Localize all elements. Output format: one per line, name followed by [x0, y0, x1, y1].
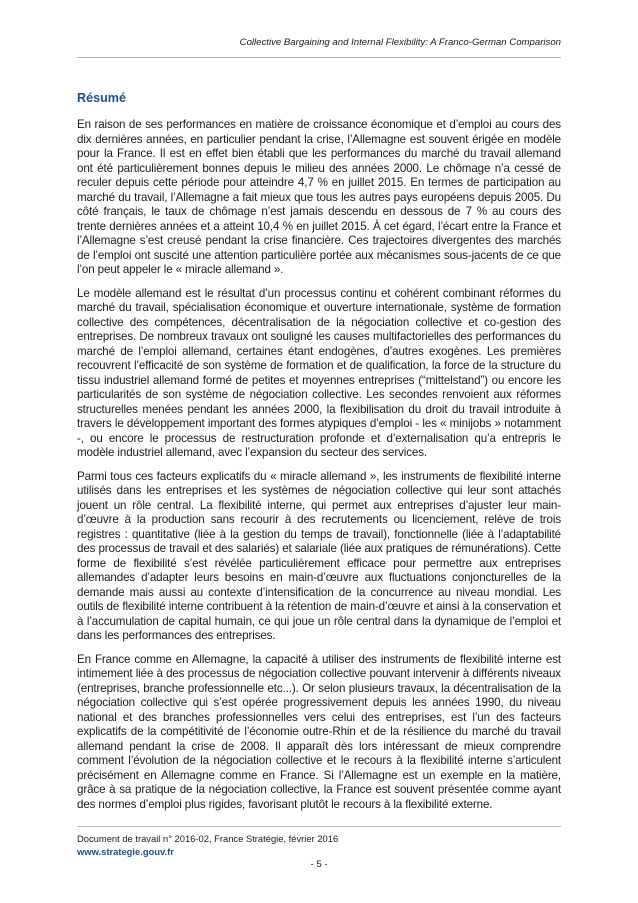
- paragraph-3: Parmi tous ces facteurs explicatifs du « miracle allemand », les instruments de flexibilité interne utilisés dans les entreprises et les systèmes de négociation collective qui leur sont attachés jouent un rôle central. La flexibilité interne, qui permet aux entreprises d’ajuster leur main-d’œuvre à la production sans recourir à des recrutements ou licenciement, relève de trois registres : quantitative (liée à la gestion du temps de travail), fonctionnelle (liée à l’adaptabilité des processus de travail et des salariés) et salariale (liée aux pratiques de rémunérations). Cette forme de flexibilité s’est révélée particulièrement efficace pour permettre aux entreprises allemandes d’adapter leurs besoins en main-d’œuvre aux fluctuations conjoncturelles de la demande mais aussi au contexte d’intensification de la concurrence au niveau mondial. Les outils de flexibilité interne contribuent à la rétention de main-d’œuvre et ainsi à la conservation et à l’accumulation de capital humain, ce qui joue un rôle central dans la dynamique de l’emploi et dans les performances des entreprises.: [77, 469, 561, 642]
- footer-document-reference: Document de travail n° 2016-02, France Stratégie, février 2016: [77, 833, 339, 844]
- footer-website-link[interactable]: www.strategie.gouv.fr: [77, 846, 174, 857]
- section-title: Résumé: [77, 91, 126, 105]
- page-number: - 5 -: [310, 859, 328, 870]
- paragraph-1: En raison de ses performances en matière de croissance économique et d’emploi au cours des dix dernières années, en particulier pendant la crise, l’Allemagne est souvent érigée en modèle pour la France. Il est en effet bien établi que les performances du marché du travail allemand ont été particulièrement bonnes depuis le milieu des années 2000. Le chômage n’a cessé de reculer depuis cette période pour atteindre 4,7 % en juillet 2015. En termes de participation au marché du travail, l’Allemagne a fait mieux que tous les autres pays européens depuis 2005. Du côté français, le taux de chômage n’est jamais descendu en dessous de 7 % au cours des trente dernières années et a atteint 10,4 % en juillet 2015. À cet égard, l’écart entre la France et l’Allemagne s’est creusé pendant la crise financière. Ces trajectoires divergentes des marchés de l’emploi ont suscité une attention particulière portée aux mécanismes sous-jacents de ce que l’on peut appeler le « miracle allemand ».: [77, 118, 561, 276]
- paragraph-4: En France comme en Allemagne, la capacité à utiliser des instruments de flexibilité interne est intimement liée à des processus de négociation collective pouvant intervenir à différents niveaux (entreprises, branche professionnelle etc...). Or selon plusieurs travaux, la décentralisation de la négociation collective qui s’est opérée progressivement depuis les années 1990, du niveau national et des branches professionnelles vers celui des entreprises, est l’un des facteurs explicatifs de la compétitivité de l’économie outre-Rhin et de la résilience du marché du travail allemand pendant la crise de 2008. Il apparaît dès lors intéressant de mieux comprendre comment l’évolution de la négociation collective et le recours à la flexibilité interne s’articulent précisément en Allemagne comme en France. Si l’Allemagne est un exemple en la matière, grâce à sa pratique de la négociation collective, la France est souvent présentée comme ayant des normes d’emploi plus rigides, favorisant plutôt le recours à la flexibilité externe.: [77, 652, 561, 811]
- paragraph-2: Le modèle allemand est le résultat d’un processus continu et cohérent combinant réformes du marché du travail, spécialisation économique et ouverture internationale, système de formation collective des compétences, décentralisation de la négociation collective et co-gestion des entreprises. De nombreux travaux ont souligné les causes multifactorielles des performances du marché de l’emploi allemand, certaines étant endogènes, d’autres exogènes. Les premières recouvrent l’efficacité de son système de formation et de qualification, la force de la structure du tissu industriel allemand formé de petites et moyennes entreprises (“mittelstand”) ou encore les particularités de son système de négociation collective. Les secondes renvoient aux réformes structurelles menées pendant les années 2000, la flexibilisation du droit du travail introduite à travers le développement important des formes atypiques d’emploi - les « minijobs » notamment -, ou encore le processus de restructuration profonde et d’externalisation qu’a entrepris le modèle industriel allemand, avec l’expansion du secteur des services.: [77, 286, 561, 459]
- header-divider: [77, 57, 561, 58]
- footer-divider: [77, 826, 561, 827]
- running-header-title: Collective Bargaining and Internal Flexibility: A Franco-German Comparison: [239, 37, 561, 48]
- body-text: [77, 118, 561, 821]
